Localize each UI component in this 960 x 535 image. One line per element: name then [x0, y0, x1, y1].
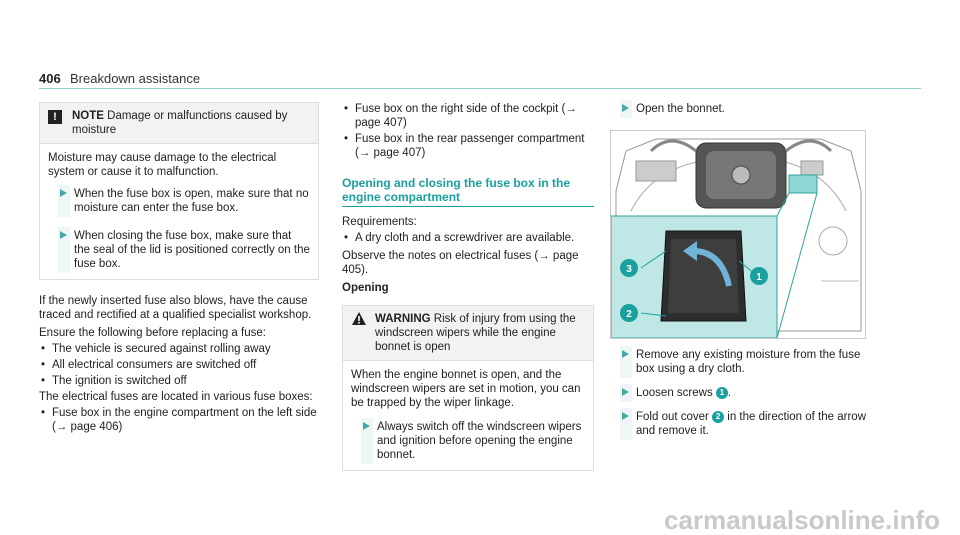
note-text: Moisture may cause damage to the electrical system or cause it to malfunction. — [48, 152, 277, 178]
warning-step-text: Always switch off the windscreen wipers and ignition before opening the engine bonnet. — [377, 421, 582, 461]
step-arrow-icon — [622, 412, 629, 420]
list-item: • Fuse box in the engine compartment on the left side (→ page 406) — [39, 406, 319, 434]
note-title: Damage or malfunctions caused by moisture — [72, 110, 288, 136]
note-step-text: When closing the fuse box, make sure that the seal of the lid is positioned correctly on the fuse box. — [74, 230, 310, 270]
step-fold-cover — [610, 410, 870, 438]
step-arrow-icon — [622, 388, 629, 396]
section-title: Opening and closing the fuse box in the engine compartment — [342, 176, 571, 204]
warning-header — [343, 306, 593, 361]
step-arrow-icon — [60, 231, 67, 239]
paragraph: Observe the notes on electrical fuses (→ page 405). — [342, 250, 579, 276]
note-header — [40, 103, 318, 144]
section-rule — [342, 206, 594, 207]
warning-triangle-icon — [352, 312, 366, 325]
note-step-2 — [48, 229, 310, 271]
warning-box — [342, 305, 594, 471]
list-item: • The vehicle is secured against rolling away — [39, 342, 319, 356]
warning-step — [351, 420, 585, 462]
callout-badge: 2 — [712, 411, 724, 423]
step-arrow-icon — [622, 104, 629, 112]
engine-compartment-figure — [610, 130, 866, 339]
step-text: Open the bonnet. — [636, 103, 725, 115]
opening-heading: Opening — [342, 282, 389, 294]
note-step-1 — [48, 187, 310, 215]
list-item: • Fuse box in the rear passenger compartment (→ page 407) — [342, 132, 594, 160]
warning-title: Risk of injury from using the windscreen wipers while the engine bonnet is open — [375, 313, 576, 353]
note-box — [39, 102, 319, 280]
step-arrow-icon — [622, 350, 629, 358]
step-text: in the direction of the arrow and remove it. — [636, 411, 866, 437]
engine-illustration — [611, 131, 865, 338]
warning-text: When the engine bonnet is open, and the windscreen wipers are set in motion, you can be trapped by the wiper linkage. — [351, 369, 581, 409]
paragraph: If the newly inserted fuse also blows, have the cause traced and rectified at a qualified specialist workshop. — [39, 295, 312, 321]
column-1 — [39, 102, 319, 434]
paragraph: The electrical fuses are located in various fuse boxes: — [39, 391, 313, 403]
note-step-text: When the fuse box is open, make sure that no moisture can enter the fuse box. — [74, 188, 309, 214]
list-item: • Fuse box on the right side of the cockpit (→ page 407) — [342, 102, 594, 130]
step-text: Remove any existing moisture from the fuse box using a dry cloth. — [636, 349, 861, 375]
list-item: • All electrical consumers are switched off — [39, 358, 319, 372]
callout-3: 3 — [626, 264, 632, 275]
callout-2: 2 — [626, 309, 632, 320]
step-loosen-screws: Loosen screws 1 . — [610, 386, 870, 400]
page-title: Breakdown assistance — [70, 71, 201, 86]
list-item: • A dry cloth and a screwdriver are available. — [342, 231, 594, 245]
callout-badge: 1 — [716, 387, 728, 399]
step-open-bonnet — [610, 102, 870, 116]
column-3-steps — [610, 344, 870, 438]
column-2 — [342, 102, 594, 471]
step-text: Fold out cover — [636, 411, 709, 423]
step-arrow-icon — [363, 422, 370, 430]
step-text: Loosen screws — [636, 387, 713, 399]
note-label: NOTE — [72, 110, 104, 122]
watermark: carmanualsonline.info — [664, 505, 940, 535]
warning-body — [343, 361, 593, 470]
list-item: • The ignition is switched off — [39, 374, 319, 388]
column-3 — [610, 102, 870, 116]
exclamation-icon: ! — [48, 110, 62, 124]
paragraph: Ensure the following before replacing a fuse: — [39, 327, 266, 339]
page-number: 406 — [39, 71, 61, 86]
step-remove-moisture — [610, 348, 870, 376]
step-arrow-icon — [60, 189, 67, 197]
header-rule — [39, 88, 921, 89]
callout-1: 1 — [756, 272, 762, 283]
requirements-label: Requirements: — [342, 216, 417, 228]
note-body — [40, 144, 318, 279]
warning-label: WARNING — [375, 313, 431, 325]
